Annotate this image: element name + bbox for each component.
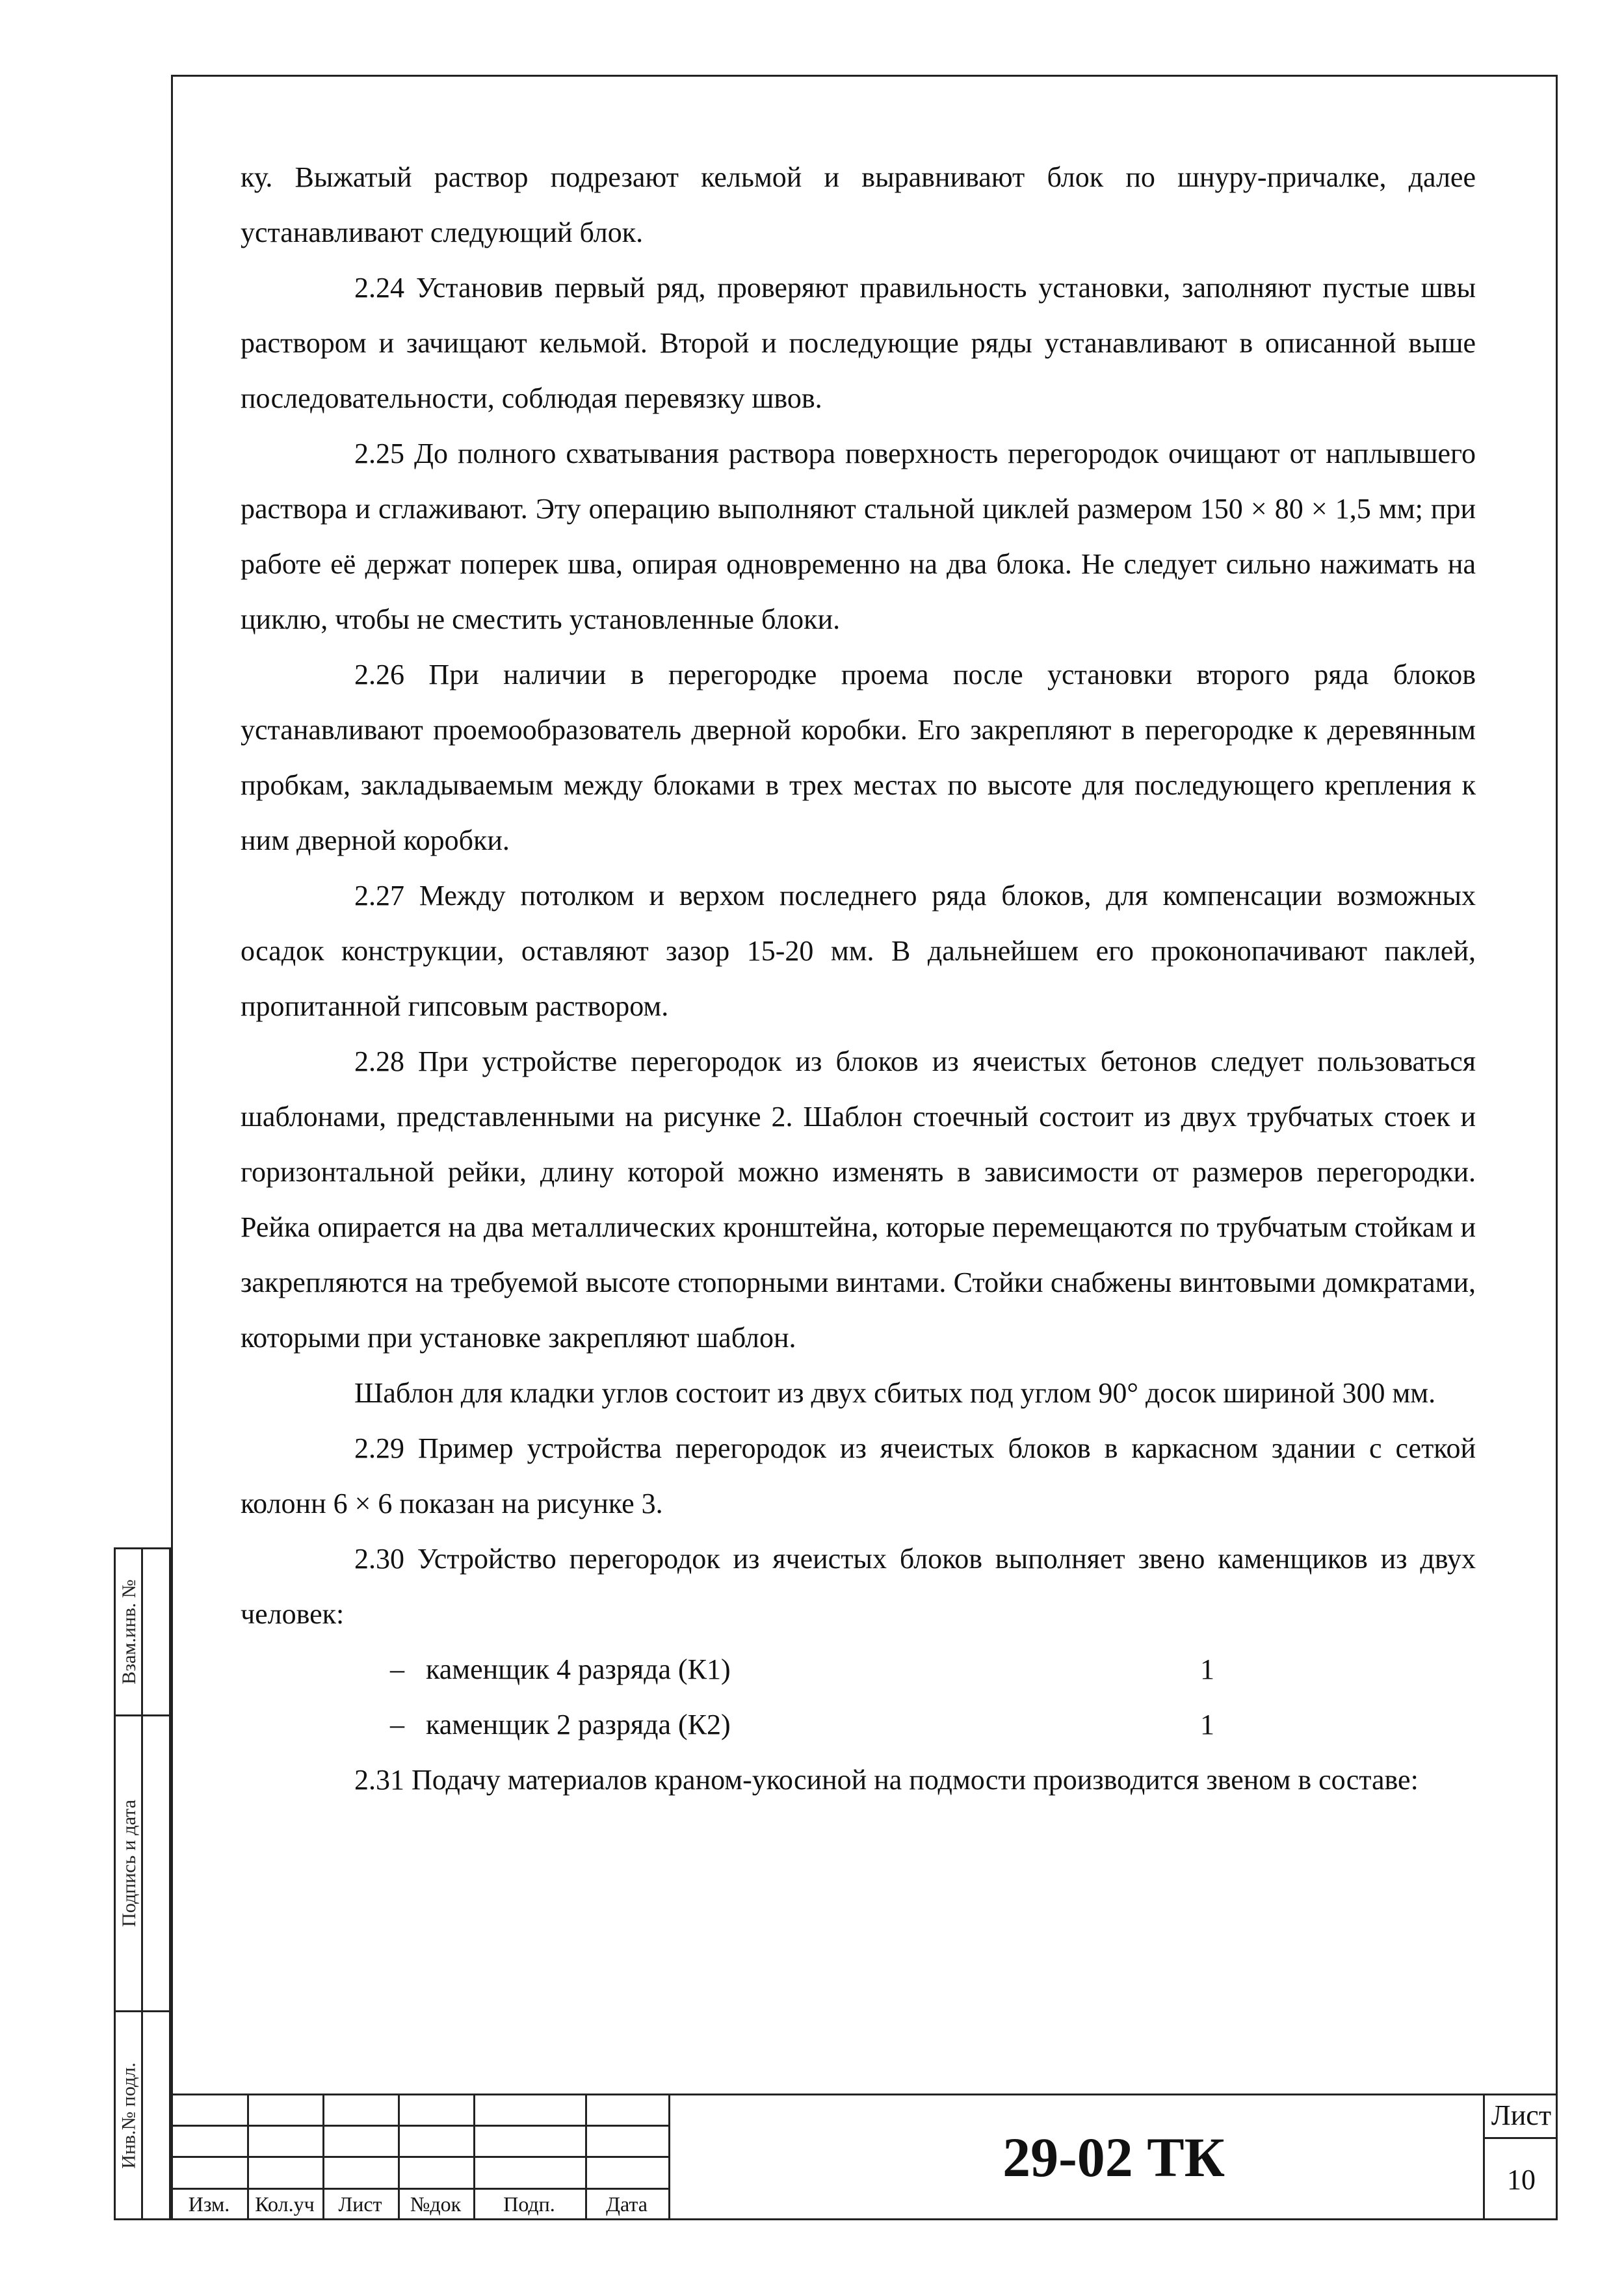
- paragraph-2-27: 2.27 Между потолком и верхом последнего ряда блоков, для компенсации возможных осадок конструкции, оставляют зазор 15-20 мм. В дальнейшем его проконопачивают паклей, пропитанной гипсовым раствором.: [241, 880, 1476, 1022]
- header-signature: Подп.: [503, 2192, 555, 2216]
- header-change: Изм.: [188, 2192, 230, 2216]
- revision-table: [171, 2094, 670, 2220]
- sheet-number: 10: [1507, 2164, 1536, 2196]
- header-doc-number: №док: [410, 2192, 462, 2216]
- side-stamp-signature-date: [114, 1714, 171, 2012]
- paragraph-2-25: 2.25 До полного схватывания раствора поверхность перегородок очищают от наплывшего раствора и сглаживают. Эту операцию выполняют стальной циклей размером 150 × 80 × 1,5 мм; при работе её держат поперек шва, опирая одновременно на два блока. Не следует сильно нажимать на циклю, чтобы не сместить установленные блоки.: [241, 438, 1476, 635]
- crew-role-label: каменщик 2 разряда (К2): [426, 1709, 731, 1740]
- side-stamp-label: Взам.инв. №: [118, 1579, 140, 1685]
- sheet-label: Лист: [1485, 2094, 1558, 2139]
- list-dash: –: [390, 1709, 404, 1740]
- crew-item: [241, 1697, 1476, 1752]
- header-date: Дата: [606, 2192, 648, 2216]
- paragraph-continuation: ку. Выжатый раствор подрезают кельмой и выравнивают блок по шнуру-причалке, далее устанавливают следующий блок.: [241, 161, 1476, 248]
- header-count: Кол.уч: [255, 2192, 315, 2216]
- sheet-box: [1483, 2094, 1558, 2220]
- paragraph-2-29: 2.29 Пример устройства перегородок из ячеистых блоков в каркасном здании с сеткой колонн 6 × 6 показан на рисунке 3.: [241, 1432, 1476, 1519]
- side-stamp-original-inv: [114, 2010, 171, 2220]
- paragraph-2-30: 2.30 Устройство перегородок из ячеистых блоков выполняет звено каменщиков из двух человек:: [241, 1543, 1476, 1630]
- crew-item: [241, 1642, 1476, 1697]
- paragraph-2-31: 2.31 Подачу материалов краном-укосиной на подмости производится звеном в составе:: [354, 1764, 1419, 1796]
- list-dash: –: [390, 1653, 404, 1685]
- title-block: [171, 2094, 1558, 2220]
- document-code: 29-02 ТК: [1002, 2125, 1225, 2188]
- paragraph-template-corners: Шаблон для кладки углов состоит из двух сбитых под углом 90° досок шириной 300 мм.: [354, 1377, 1436, 1409]
- crew-count: 1: [1200, 1709, 1214, 1740]
- side-stamp-label: Инв.№ подл.: [118, 2062, 140, 2169]
- header-sheet: Лист: [338, 2192, 382, 2216]
- document-body: [241, 150, 1476, 1807]
- side-stamp-replaced-inv: [114, 1547, 171, 1716]
- crew-count: 1: [1200, 1653, 1214, 1685]
- paragraph-2-24: 2.24 Установив первый ряд, проверяют правильность установки, заполняют пустые швы раствором и зачищают кельмой. Второй и последующие ряды устанавливают в описанной выше последовательности, соблюдая перевязку швов.: [241, 272, 1476, 414]
- side-stamp-label: Подпись и дата: [118, 1800, 140, 1927]
- paragraph-2-28: 2.28 При устройстве перегородок из блоков из ячеистых бетонов следует пользоваться шаблонами, представленными на рисунке 2. Шаблон стоечный состоит из двух трубчатых стоек и горизонтальной рейки, длину которой можно изменять в зависимости от размеров перегородки. Рейка опирается на два металлических кронштейна, которые перемещаются по трубчатым стойкам и закрепляются на требуемой высоте стопорными винтами. Стойки снабжены винтовыми домкратами, которыми при установке закрепляют шаблон.: [241, 1045, 1476, 1354]
- crew-role-label: каменщик 4 разряда (К1): [426, 1653, 731, 1685]
- paragraph-2-26: 2.26 При наличии в перегородке проема после установки второго ряда блоков устанавливают проемообразователь дверной коробки. Его закрепляют в перегородке к деревянным пробкам, закладываемым между блоками в трех местах по высоте для последующего крепления к ним дверной коробки.: [241, 659, 1476, 856]
